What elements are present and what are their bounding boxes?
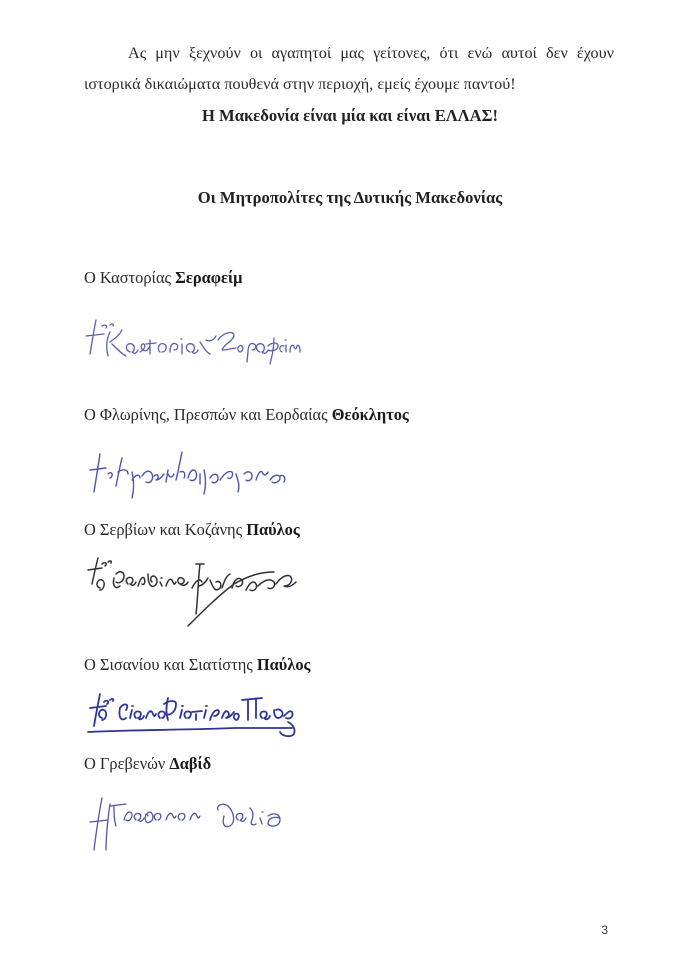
signatory-name: Θεόκλητος bbox=[331, 405, 409, 424]
signatory-prefix: Ο Καστορίας bbox=[84, 268, 172, 287]
signatory-title bbox=[84, 754, 211, 774]
closing-paragraph: Ας μην ξεχνούν οι αγαπητοί μας γείτονες, ότι ενώ αυτοί δεν έχουν ιστορικά δικαιώματα πουθενά στην περιοχή, εμείς έχουμε παντού! bbox=[84, 44, 614, 93]
slogan: Η Μακεδονία είναι μία και είναι ΕΛΛΑΣ! bbox=[201, 106, 499, 125]
signatory-prefix: Ο Σερβίων και Κοζάνης bbox=[84, 520, 243, 539]
signatory-5 bbox=[84, 754, 211, 774]
signatory-name: Παύλος bbox=[246, 520, 300, 539]
page-number: 3 bbox=[601, 923, 608, 937]
signature-grevena bbox=[84, 790, 288, 856]
signatory-name: Παύλος bbox=[256, 655, 311, 674]
signature-sisanio bbox=[84, 684, 306, 740]
signatory-4 bbox=[84, 655, 310, 675]
signatory-3 bbox=[84, 520, 300, 540]
signature-servia bbox=[84, 552, 306, 636]
signatory-1 bbox=[84, 268, 242, 288]
signatory-name: Σεραφείμ bbox=[175, 268, 243, 287]
signatory-title bbox=[84, 405, 409, 425]
signatory-title bbox=[84, 520, 300, 540]
signature-kastoria bbox=[84, 312, 304, 374]
signatory-name: Δαβίδ bbox=[169, 754, 212, 773]
signatory-prefix: Ο Γρεβενών bbox=[84, 754, 166, 773]
signatory-prefix: Ο Φλωρίνης, Πρεσπών και Εορδαίας bbox=[84, 405, 328, 424]
signatory-title bbox=[84, 268, 242, 288]
signatories-heading: Οι Μητροπολίτες της Δυτικής Μακεδονίας bbox=[197, 188, 503, 207]
signature-florina bbox=[84, 440, 296, 500]
signatory-title bbox=[84, 655, 310, 675]
signatory-prefix: Ο Σισανίου και Σιατίστης bbox=[84, 655, 253, 674]
signatory-2 bbox=[84, 405, 409, 425]
